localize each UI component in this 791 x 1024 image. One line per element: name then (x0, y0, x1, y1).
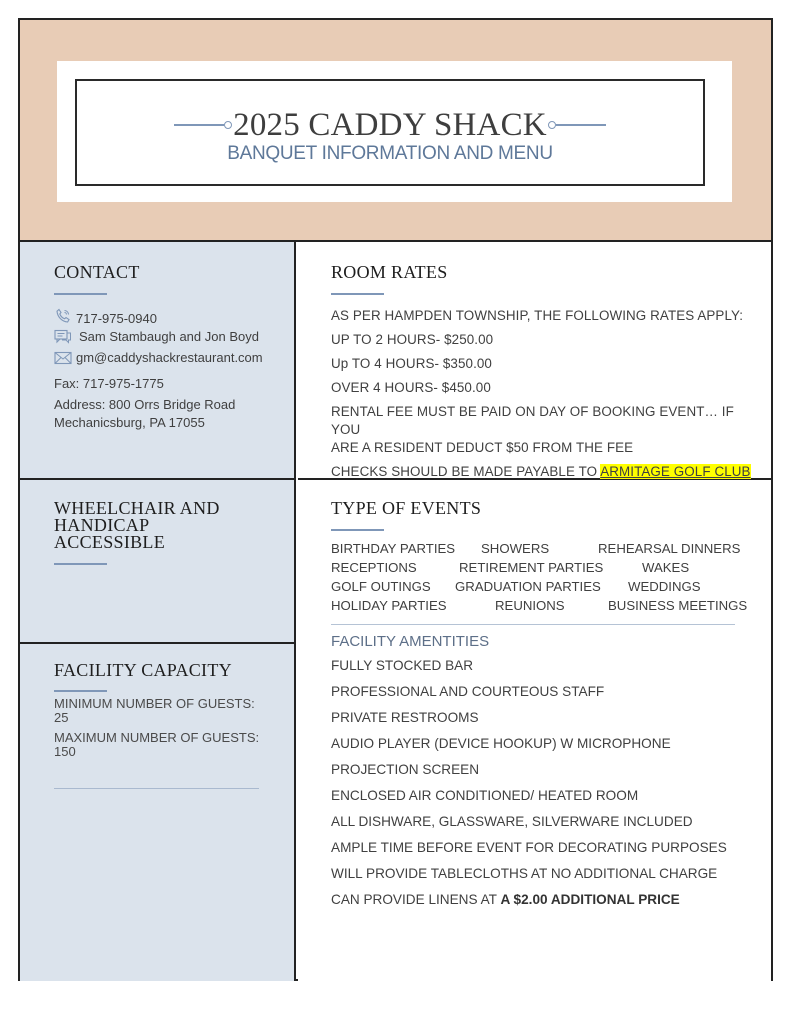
heading-rule (54, 293, 107, 295)
amenity-item: ALL DISHWARE, GLASSWARE, SILVERWARE INCLUDED (331, 814, 693, 829)
amenity-item: PROFESSIONAL AND COURTEOUS STAFF (331, 684, 605, 699)
title-box (75, 79, 705, 186)
capacity-divider (54, 788, 259, 789)
checks-payee-highlight[interactable]: ARMITAGE GOLF CLUB (600, 464, 751, 479)
rental-note (331, 403, 751, 457)
event-item: WEDDINGS (628, 579, 701, 594)
amenity-item: FULLY STOCKED BAR (331, 658, 474, 673)
event-item: GRADUATION PARTIES (455, 579, 601, 594)
rate-2-hours: UP TO 2 HOURS- $250.00 (331, 332, 494, 347)
left-column (20, 242, 296, 981)
address-line-2: Mechanicsburg, PA 17055 (54, 415, 205, 430)
mail-icon (54, 350, 72, 366)
event-item: HOLIDAY PARTIES (331, 598, 447, 613)
title-ornament-dot-right (548, 121, 556, 129)
contact-names (54, 326, 282, 347)
max-guests-label: MAXIMUM NUMBER OF GUESTS: (54, 730, 260, 745)
heading-rule (331, 293, 384, 295)
accessibility-heading-line-2: HANDICAP (54, 515, 150, 535)
title-row (77, 107, 703, 143)
event-item: RETIREMENT PARTIES (459, 560, 604, 575)
capacity-section (20, 644, 294, 981)
rental-note-line-2: ARE A RESIDENT DEDUCT $50 FROM THE FEE (331, 440, 634, 455)
header-white-panel (57, 61, 732, 202)
event-item: RECEPTIONS (331, 560, 417, 575)
accessibility-heading-line-3: ACCESSIBLE (54, 532, 166, 552)
min-guests-value: 25 (54, 710, 69, 725)
accessibility-section (20, 480, 294, 644)
events-row (331, 577, 751, 596)
phone-number[interactable]: 717-975-0940 (76, 311, 157, 326)
heading-rule (54, 690, 107, 692)
event-item: BUSINESS MEETINGS (608, 598, 748, 613)
title-ornament-line-right (556, 124, 606, 126)
checks-prefix: CHECKS SHOULD BE MADE PAYABLE TO (331, 464, 601, 479)
address-line-1: Address: 800 Orrs Bridge Road (54, 397, 236, 412)
events-heading: TYPE OF EVENTS (331, 498, 482, 518)
linens-prefix: CAN PROVIDE LINENS AT (331, 892, 501, 907)
rate-4-hours: Up TO 4 HOURS- $350.00 (331, 356, 492, 371)
event-item: GOLF OUTINGS (331, 579, 431, 594)
contact-heading: CONTACT (54, 262, 140, 282)
linens-price: A $2.00 ADDITIONAL PRICE (500, 892, 680, 907)
contact-section (20, 242, 294, 480)
min-guests-label: MINIMUM NUMBER OF GUESTS: (54, 696, 255, 711)
contact-person-names: Sam Stambaugh and Jon Boyd (79, 329, 259, 344)
events-row (331, 539, 751, 558)
room-rates-section (298, 242, 771, 480)
rental-note-line-1: RENTAL FEE MUST BE PAID ON DAY OF BOOKING EVENT… IF YOU (331, 404, 734, 437)
events-divider (331, 624, 735, 625)
heading-rule (331, 529, 384, 531)
event-item: WAKES (642, 560, 690, 575)
events-row (331, 596, 751, 615)
fax-number: Fax: 717-975-1775 (54, 376, 164, 391)
title-ornament-dot-left (224, 121, 232, 129)
rates-intro: AS PER HAMPDEN TOWNSHIP, THE FOLLOWING RATES APPLY: (331, 308, 744, 323)
page-subtitle: BANQUET INFORMATION AND MENU (227, 143, 553, 164)
rate-over-4-hours: OVER 4 HOURS- $450.00 (331, 380, 491, 395)
max-guests-value: 150 (54, 744, 76, 759)
chat-icon (54, 329, 72, 345)
heading-rule (54, 563, 107, 565)
page-title: 2025 CADDY SHACK (233, 107, 547, 143)
amenities-heading: FACILITY AMENTITIES (331, 633, 490, 650)
amenity-item: PRIVATE RESTROOMS (331, 710, 479, 725)
contact-phone (54, 305, 282, 326)
room-rates-heading: ROOM RATES (331, 262, 448, 282)
event-item: REHEARSAL DINNERS (598, 541, 741, 556)
events-section (298, 480, 771, 981)
amenity-item: AMPLE TIME BEFORE EVENT FOR DECORATING PURPOSES (331, 840, 727, 855)
events-grid (331, 539, 751, 615)
capacity-heading: FACILITY CAPACITY (54, 660, 232, 680)
right-column (298, 242, 771, 981)
amenity-item: PROJECTION SCREEN (331, 762, 480, 777)
amenity-item: WILL PROVIDE TABLECLOTHS AT NO ADDITIONAL CHARGE (331, 866, 718, 881)
phone-icon (54, 308, 72, 324)
header-band (20, 20, 771, 242)
amenity-item: AUDIO PLAYER (DEVICE HOOKUP) W MICROPHONE (331, 736, 671, 751)
title-ornament-line-left (174, 124, 224, 126)
event-item: SHOWERS (481, 541, 550, 556)
event-item: REUNIONS (495, 598, 565, 613)
accessibility-heading-line-1: WHEELCHAIR AND (54, 498, 220, 518)
email-address[interactable]: gm@caddyshackrestaurant.com (76, 350, 263, 365)
events-row (331, 558, 751, 577)
amenities-list (331, 653, 751, 913)
amenity-item-linens (331, 887, 751, 913)
contact-email (54, 347, 282, 368)
amenity-item: ENCLOSED AIR CONDITIONED/ HEATED ROOM (331, 788, 639, 803)
flyer-page (18, 18, 773, 981)
event-item: BIRTHDAY PARTIES (331, 541, 456, 556)
